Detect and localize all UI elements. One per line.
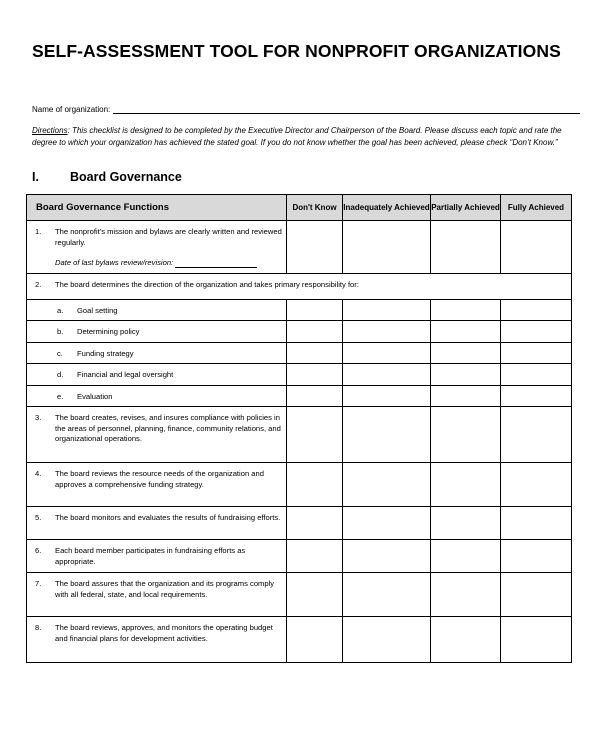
checkbox-cell-partially[interactable] — [431, 540, 501, 573]
checkbox-cell-partially[interactable] — [431, 617, 501, 663]
header-inadequately-achieved: Inadequately Achieved — [343, 195, 431, 221]
organization-name-field[interactable] — [113, 101, 580, 114]
section-number: I. — [32, 170, 39, 184]
checkbox-cell-fully[interactable] — [501, 507, 572, 540]
checkbox-cell-fully[interactable] — [501, 342, 572, 364]
header-fully-achieved: Fully Achieved — [501, 195, 572, 221]
item-text: The board monitors and evaluates the results of fundraising efforts. — [55, 513, 281, 522]
item-number: 3. — [35, 413, 42, 422]
checkbox-cell-dont-know[interactable] — [287, 507, 343, 540]
checkbox-cell-fully[interactable] — [501, 617, 572, 663]
item-number: 1. — [35, 227, 42, 236]
checkbox-cell-fully[interactable] — [501, 463, 572, 507]
item-number: 8. — [35, 623, 42, 632]
section-heading — [32, 170, 182, 184]
checkbox-cell-inadequately[interactable] — [343, 507, 431, 540]
table-row — [27, 540, 572, 573]
item-text: Each board member participates in fundraising efforts as appropriate. — [55, 546, 246, 566]
checkbox-cell-dont-know[interactable] — [287, 463, 343, 507]
item-letter: e. — [57, 391, 64, 401]
checkbox-cell-partially[interactable] — [431, 321, 501, 343]
item-letter: a. — [57, 305, 64, 315]
checkbox-cell-fully[interactable] — [501, 573, 572, 617]
checkbox-cell-inadequately[interactable] — [343, 617, 431, 663]
checkbox-cell-dont-know[interactable] — [287, 617, 343, 663]
checkbox-cell-partially[interactable] — [431, 221, 501, 274]
directions-paragraph — [32, 125, 567, 148]
table-row — [27, 573, 572, 617]
item-text: Funding strategy — [77, 348, 134, 358]
item-number: 4. — [35, 469, 42, 478]
table-row — [27, 463, 572, 507]
table-row — [27, 407, 572, 463]
checkbox-cell-inadequately[interactable] — [343, 573, 431, 617]
checkbox-cell-dont-know[interactable] — [287, 342, 343, 364]
item-text: Goal setting — [77, 305, 118, 315]
checkbox-cell-fully[interactable] — [501, 364, 572, 386]
assessment-table — [26, 194, 572, 663]
checkbox-cell-dont-know[interactable] — [287, 364, 343, 386]
table-row — [27, 342, 572, 364]
checkbox-cell-dont-know[interactable] — [287, 299, 343, 321]
checkbox-cell-inadequately[interactable] — [343, 364, 431, 386]
item-text: Determining policy — [77, 327, 140, 336]
header-functions: Board Governance Functions — [27, 195, 287, 221]
item-text: The board assures that the organization and its programs comply with all federal, state, and local requirements. — [55, 579, 275, 599]
table-row — [27, 507, 572, 540]
organization-name-label: Name of organization: — [32, 105, 111, 114]
checkbox-cell-fully[interactable] — [501, 540, 572, 573]
item-letter: d. — [57, 370, 64, 379]
checkbox-cell-inadequately[interactable] — [343, 342, 431, 364]
organization-name-row — [32, 100, 580, 114]
checkbox-cell-dont-know[interactable] — [287, 321, 343, 343]
checkbox-cell-partially[interactable] — [431, 463, 501, 507]
checkbox-cell-partially[interactable] — [431, 342, 501, 364]
checkbox-cell-dont-know[interactable] — [287, 385, 343, 407]
item-letter: c. — [57, 348, 63, 358]
checkbox-cell-partially[interactable] — [431, 385, 501, 407]
checkbox-cell-inadequately[interactable] — [343, 463, 431, 507]
checkbox-cell-inadequately[interactable] — [343, 385, 431, 407]
item-number: 2. — [35, 279, 42, 289]
table-row — [27, 385, 572, 407]
checkbox-cell-fully[interactable] — [501, 407, 572, 463]
section-title: Board Governance — [70, 170, 182, 184]
item-number: 7. — [35, 579, 42, 588]
checkbox-cell-fully[interactable] — [501, 321, 572, 343]
table-row — [27, 617, 572, 663]
checkbox-cell-fully[interactable] — [501, 385, 572, 407]
document-title: SELF-ASSESSMENT TOOL FOR NONPROFIT ORGANIZATIONS — [32, 41, 561, 61]
checkbox-cell-fully[interactable] — [501, 299, 572, 321]
directions-text: : This checklist is designed to be completed by the Executive Director and Chairperson of the Board. Please discuss each topic and rate the degree to which your organization has achieved the stated goal. If you do not know whether the goal has been achieved, please check “Don’t Know.” — [32, 126, 562, 147]
checkbox-cell-partially[interactable] — [431, 299, 501, 321]
item-text: The board reviews the resource needs of the organization and approves a comprehensive funding strategy. — [55, 469, 264, 489]
checkbox-cell-partially[interactable] — [431, 573, 501, 617]
table-row — [27, 364, 572, 386]
checkbox-cell-dont-know[interactable] — [287, 407, 343, 463]
item-number: 5. — [35, 513, 42, 522]
checkbox-cell-inadequately[interactable] — [343, 321, 431, 343]
checkbox-cell-partially[interactable] — [431, 364, 501, 386]
checkbox-cell-inadequately[interactable] — [343, 299, 431, 321]
checkbox-cell-dont-know[interactable] — [287, 221, 343, 274]
table-row — [27, 299, 572, 321]
checkbox-cell-inadequately[interactable] — [343, 221, 431, 274]
bylaws-review-date-label: Date of last bylaws review/revision: — [55, 258, 174, 267]
checkbox-cell-fully[interactable] — [501, 221, 572, 274]
item-text: The board reviews, approves, and monitors the operating budget and financial plans for development activities. — [55, 623, 273, 643]
table-row — [27, 221, 572, 274]
item-text: The board creates, revises, and insures compliance with policies in the areas of personnel, planning, finance, community relations, and organizational operations. — [55, 413, 281, 443]
checkbox-cell-partially[interactable] — [431, 507, 501, 540]
checkbox-cell-dont-know[interactable] — [287, 540, 343, 573]
item-text: The nonprofit's mission and bylaws are clearly written and reviewed regularly. — [55, 227, 282, 247]
checkbox-cell-dont-know[interactable] — [287, 573, 343, 617]
bylaws-review-date-field[interactable] — [175, 258, 257, 268]
checkbox-cell-partially[interactable] — [431, 407, 501, 463]
item-letter: b. — [57, 327, 64, 336]
header-partially-achieved: Partially Achieved — [431, 195, 501, 221]
item-number: 6. — [35, 546, 42, 555]
table-row — [27, 321, 572, 343]
header-dont-know: Don't Know — [287, 195, 343, 221]
checkbox-cell-inadequately[interactable] — [343, 407, 431, 463]
item-text: The board determines the direction of the organization and takes primary responsibility for: — [55, 279, 359, 289]
item-text: Evaluation — [77, 391, 113, 401]
table-row — [27, 273, 572, 299]
checkbox-cell-inadequately[interactable] — [343, 540, 431, 573]
directions-label: Directions — [32, 126, 68, 135]
item-text: Financial and legal oversight — [77, 370, 174, 379]
